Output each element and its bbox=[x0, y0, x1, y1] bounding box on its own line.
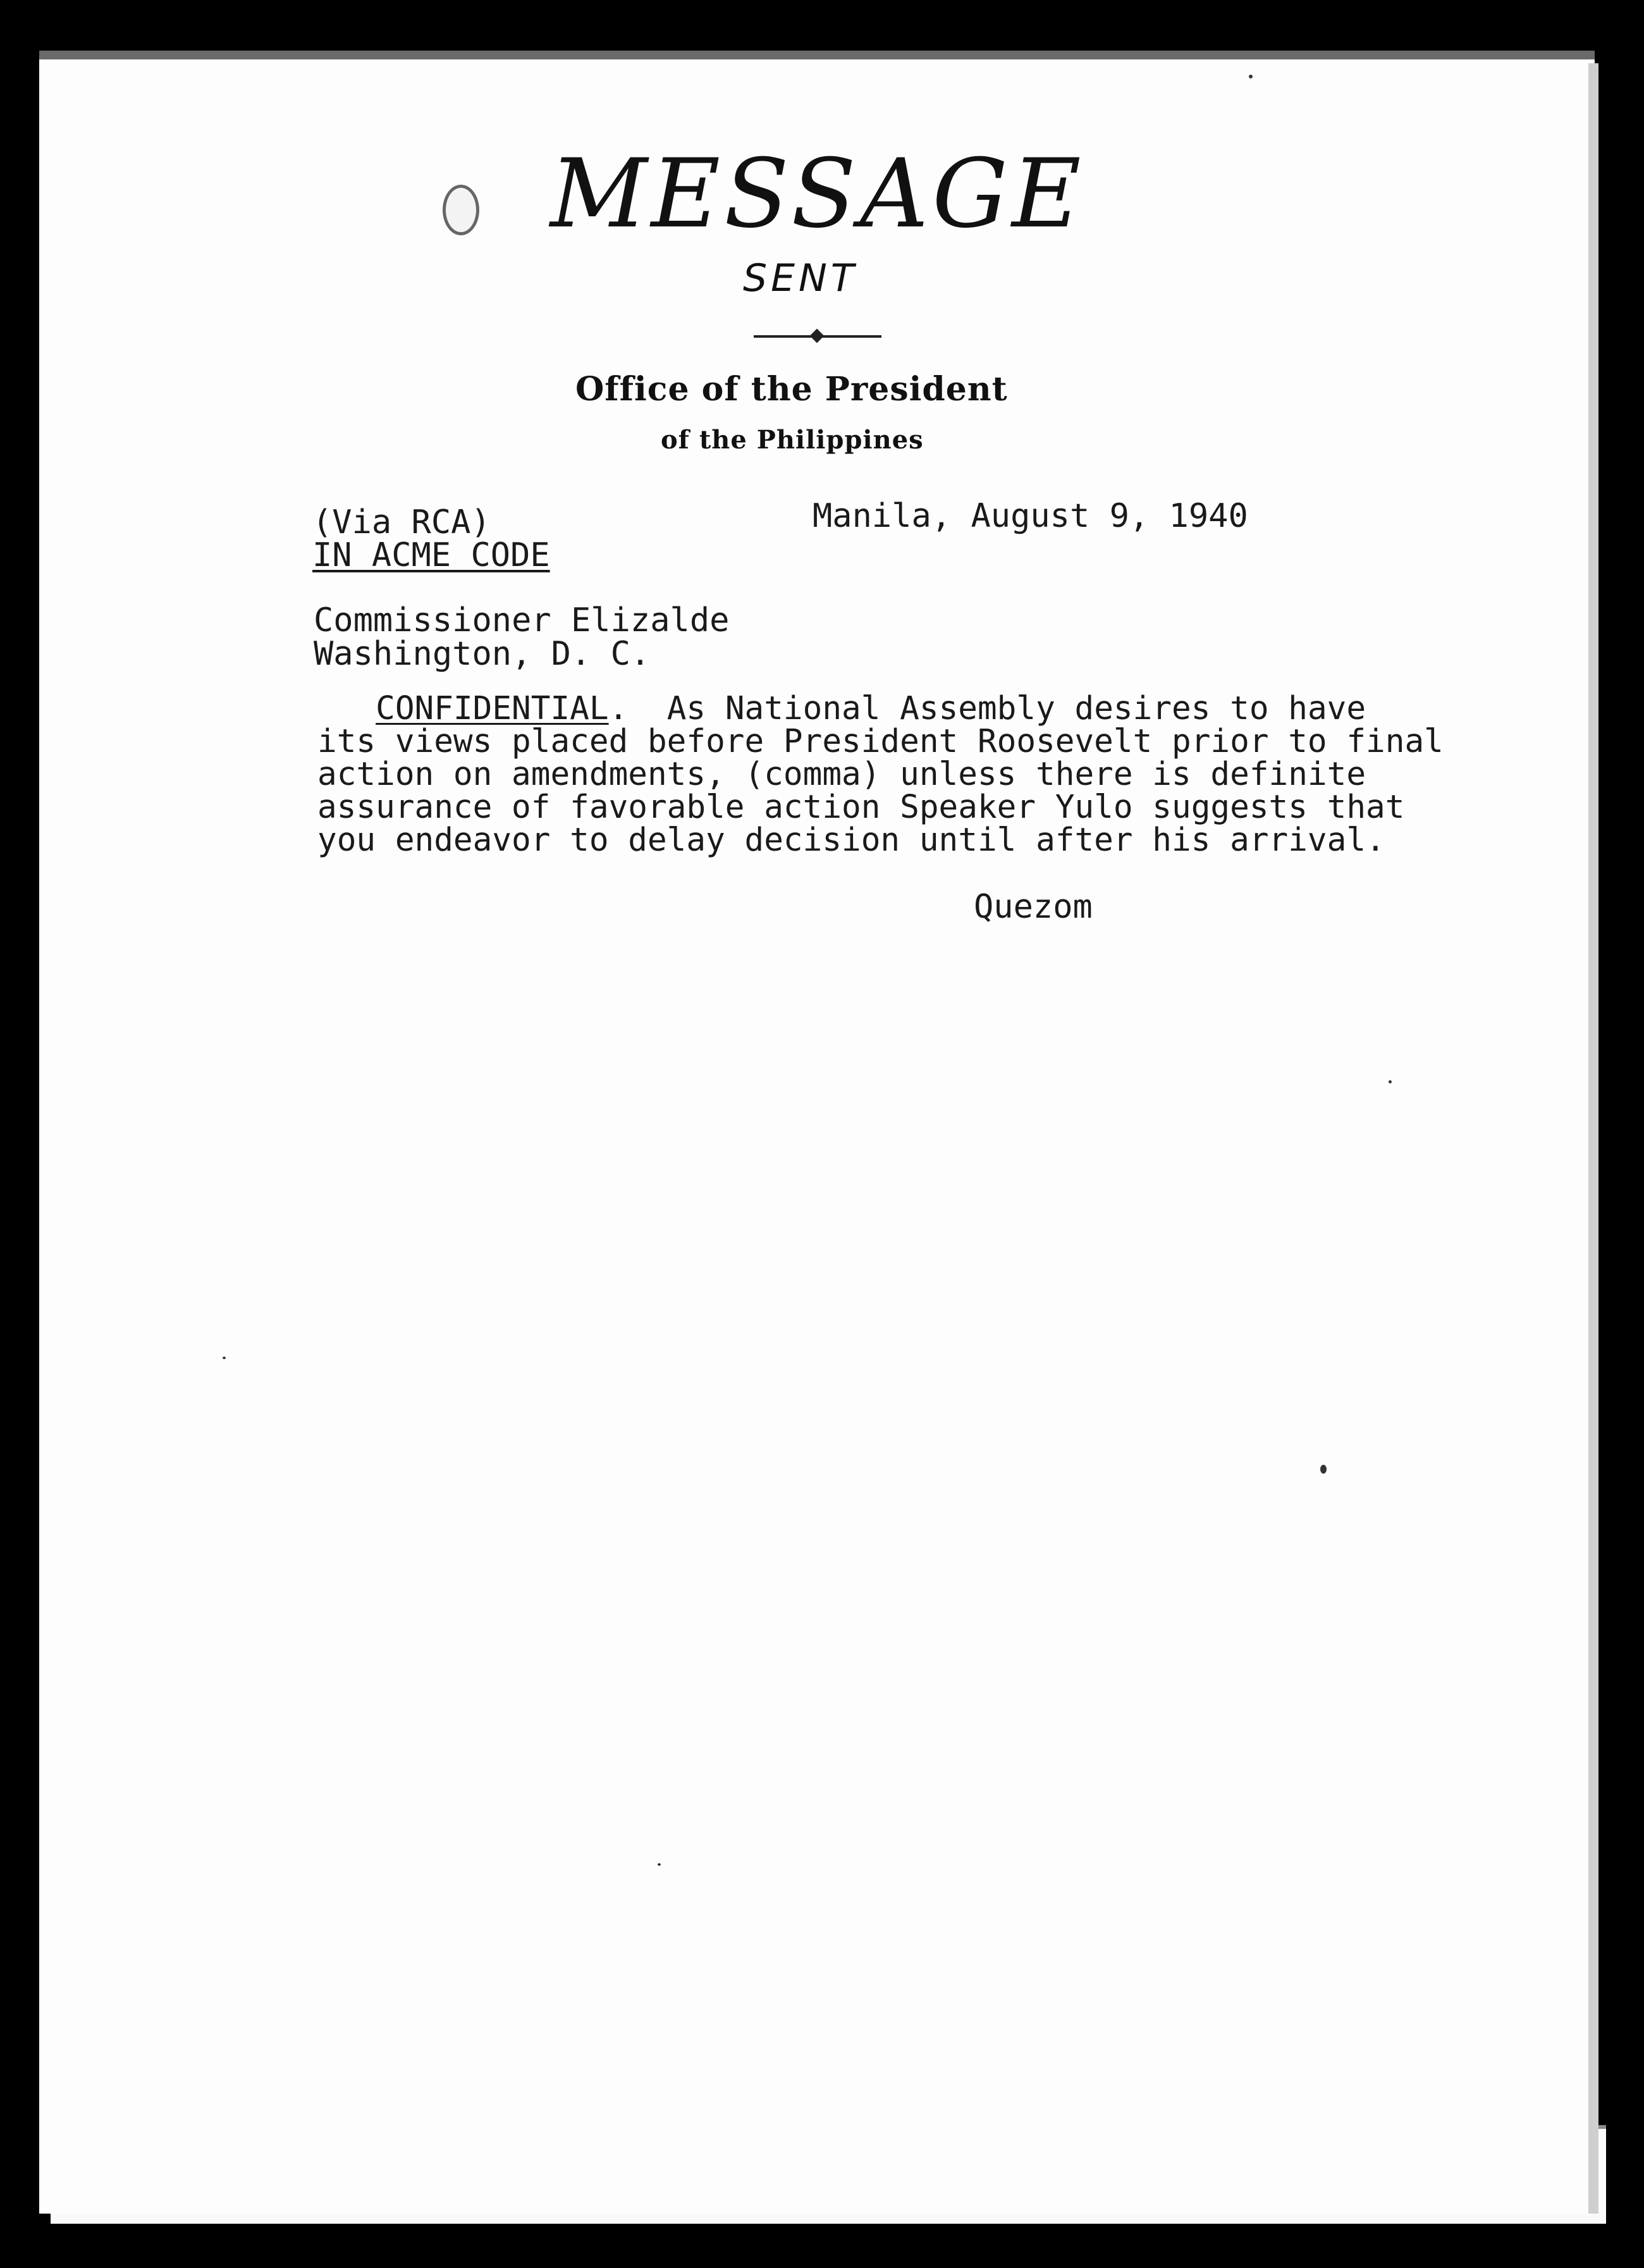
body-line-5: you endeavor to delay decision until after his arrival. bbox=[317, 822, 1385, 859]
paper-speck bbox=[1320, 1465, 1327, 1474]
paper-speck bbox=[1249, 75, 1253, 78]
confidential-label: CONFIDENTIAL bbox=[376, 690, 609, 727]
body-line-4: assurance of favorable action Speaker Yulo suggests that bbox=[317, 789, 1405, 826]
office-country: of the Philippines bbox=[661, 425, 924, 455]
letterhead-subtitle: SENT bbox=[743, 256, 858, 300]
message-body bbox=[317, 690, 1456, 859]
dateline: Manila, August 9, 1940 bbox=[813, 497, 1248, 535]
paper-speck bbox=[658, 1863, 661, 1866]
signature: Quezom bbox=[974, 888, 1093, 926]
transmission-route: (Via RCA) bbox=[312, 503, 491, 541]
body-line-2: its views placed before President Roosevelt prior to final bbox=[317, 723, 1444, 760]
body-line-1: . As National Assembly desires to have bbox=[608, 690, 1366, 727]
code-notice: IN ACME CODE bbox=[312, 536, 550, 574]
body-line-3: action on amendments, (comma) unless there is definite bbox=[317, 756, 1366, 793]
sheet-edge bbox=[1588, 63, 1598, 2214]
addressee-location: Washington, D. C. bbox=[314, 635, 651, 673]
paper-speck bbox=[1389, 1080, 1392, 1083]
punch-hole bbox=[443, 185, 479, 235]
addressee-name: Commissioner Elizalde bbox=[314, 601, 730, 639]
paper-speck bbox=[223, 1357, 226, 1359]
office-name: Office of the President bbox=[575, 370, 1008, 409]
letterhead-title: MESSAGE bbox=[550, 139, 1085, 249]
